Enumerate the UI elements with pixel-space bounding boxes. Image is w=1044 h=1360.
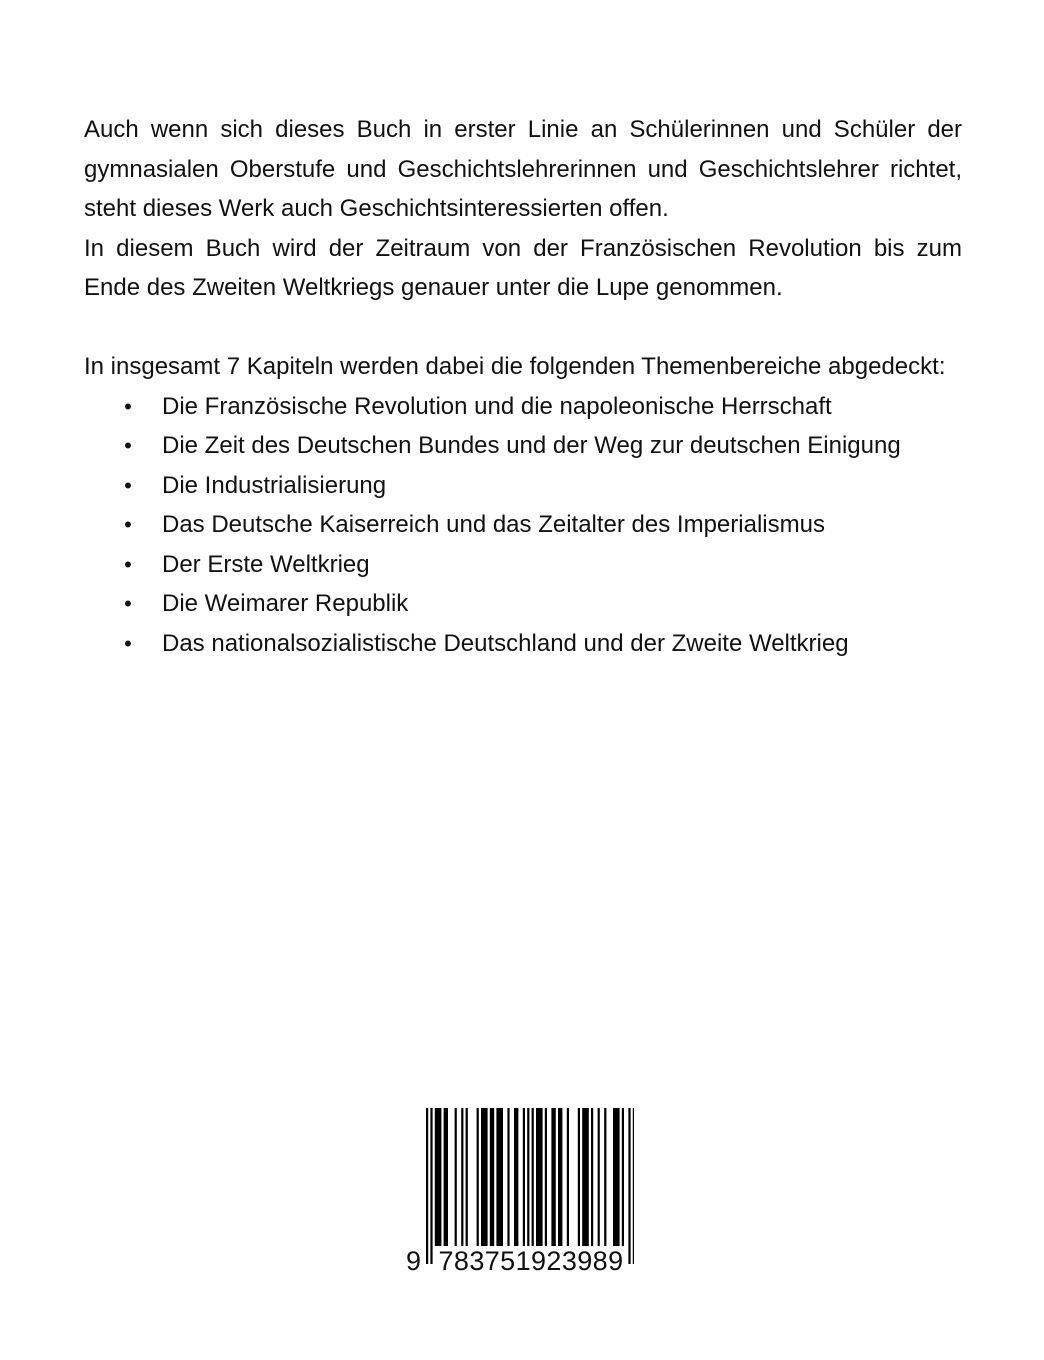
barcode-bar (496, 1108, 503, 1248)
barcode-bar (481, 1108, 488, 1248)
barcode-bar (598, 1108, 600, 1248)
list-item (84, 624, 962, 664)
topic-label: Die Industrialisierung (162, 471, 387, 499)
barcode-bar (514, 1108, 518, 1248)
barcode-number: 783751923989 (434, 1246, 628, 1276)
barcode-guard-bar (430, 1108, 432, 1264)
barcode-bar (461, 1108, 463, 1248)
barcode-bar (567, 1108, 569, 1248)
barcode-bar (558, 1108, 562, 1248)
topic-label: Die Zeit des Deutschen Bundes und der Weg zur deutschen Einigung (162, 432, 901, 459)
barcode-bar (435, 1108, 442, 1248)
barcode-bar (444, 1108, 448, 1248)
barcode-bar (578, 1108, 580, 1248)
topic-label: Das Deutsche Kaiserreich und das Zeitalter des Imperialismus (162, 511, 825, 538)
bullet-icon: • (124, 591, 132, 616)
barcode-bar (622, 1108, 624, 1248)
intro-paragraph-2: In diesem Buch wird der Zeitraum von der Französischen Revolution bis zum Ende des Zweiten Weltkriegs genauer unter die Lupe genommen. (84, 234, 962, 301)
intro-paragraph-1: Auch wenn sich dieses Buch in erster Linie an Schülerinnen und Schüler der gymnasialen Oberstufe und Geschichtslehrerinnen und Geschichtslehrer richtet, steht dieses Werk auch Geschichtsinteressierten offen. (84, 116, 962, 222)
barcode-guard-bar (628, 1108, 630, 1264)
isbn-barcode (404, 1108, 634, 1278)
barcode-bar (466, 1108, 468, 1248)
list-item (84, 466, 962, 506)
barcode-bar (477, 1108, 479, 1248)
barcode-bar (613, 1108, 620, 1248)
barcode-bar (536, 1108, 543, 1248)
barcode-bar (591, 1108, 593, 1248)
topic-label: Die Weimarer Republik (162, 590, 409, 617)
list-item (84, 505, 962, 545)
description-text-block (84, 110, 962, 663)
barcode-bar (523, 1108, 525, 1248)
bullet-icon: • (124, 630, 132, 656)
topic-label: Die Französische Revolution und die napoleonische Herrschaft (162, 392, 832, 420)
barcode-bar (507, 1108, 509, 1248)
topic-label: Das nationalsozialistische Deutschland und der Zweite Weltkrieg (162, 629, 849, 657)
list-item (84, 426, 962, 466)
chapters-lead: In insgesamt 7 Kapiteln werden dabei die folgenden Themenbereiche abgedeckt: (84, 353, 946, 380)
barcode-bar (455, 1108, 457, 1248)
topic-label: Der Erste Weltkrieg (162, 550, 370, 578)
barcode-bar (582, 1108, 589, 1248)
bullet-icon: • (124, 551, 132, 577)
barcode-guard-bar (527, 1108, 529, 1264)
bullet-icon: • (124, 433, 132, 458)
barcode-guard-bar (426, 1108, 428, 1264)
barcode-guard-bar (633, 1108, 634, 1264)
bullet-icon: • (124, 393, 132, 419)
list-item (84, 545, 962, 585)
list-item (84, 387, 962, 427)
topic-list (84, 387, 962, 664)
bullet-icon: • (124, 512, 132, 537)
list-item (84, 584, 962, 624)
bullet-icon: • (124, 472, 132, 498)
barcode-bar (490, 1108, 494, 1248)
barcode-bar (604, 1108, 606, 1248)
barcode-guard-bar (532, 1108, 534, 1264)
paragraph-spacer (84, 308, 962, 348)
barcode-bar (545, 1108, 547, 1248)
barcode-prefix-digit: 9 (406, 1246, 422, 1276)
barcode-bar (551, 1108, 555, 1248)
